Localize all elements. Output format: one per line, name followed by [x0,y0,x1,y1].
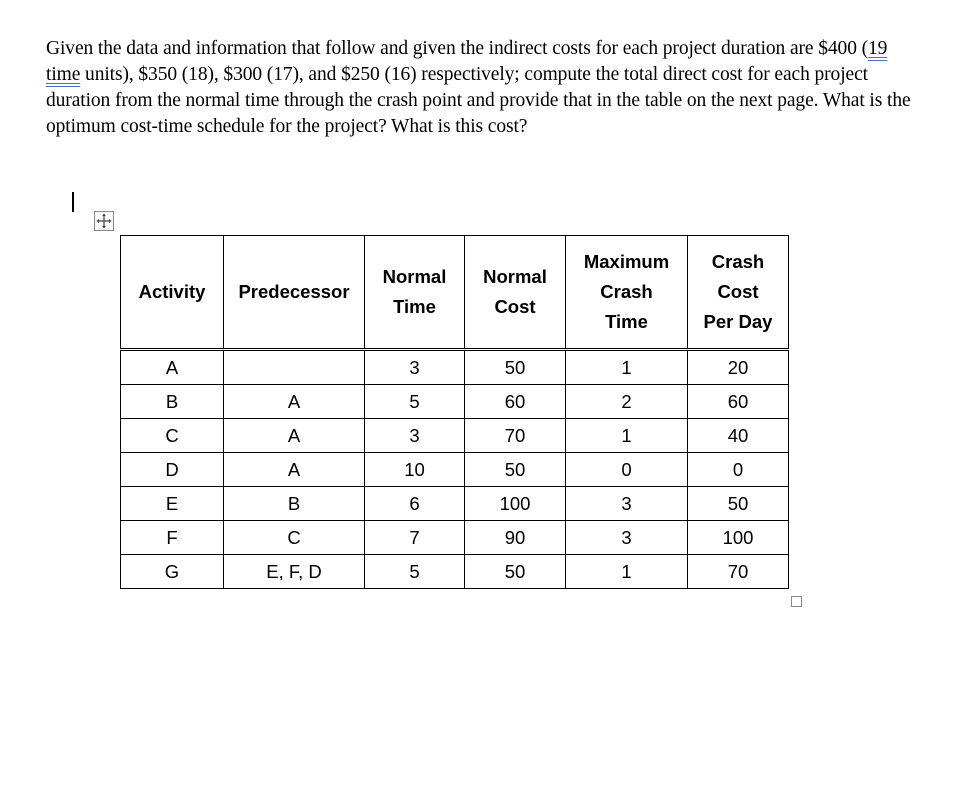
cell-crash-cost: 20 [688,350,789,385]
cell-crash-cost: 70 [688,555,789,589]
cell-normal-cost: 50 [465,453,566,487]
cell-crash-cost: 100 [688,521,789,555]
cell-activity: G [121,555,224,589]
cell-max-crash-time: 1 [566,419,688,453]
cell-normal-cost: 60 [465,385,566,419]
table-row [121,487,789,521]
table-row [121,453,789,487]
cell-normal-time: 7 [365,521,465,555]
table-row [121,555,789,589]
question-text [46,36,916,140]
cell-normal-cost: 50 [465,350,566,385]
cell-normal-cost: 70 [465,419,566,453]
resize-square-icon[interactable] [791,596,802,607]
table-row [121,385,789,419]
cell-predecessor: B [224,487,365,521]
cell-predecessor: A [224,419,365,453]
cell-activity: B [121,385,224,419]
table-header-row [121,236,789,350]
header-normal-time: Normal Time [365,236,465,350]
cell-max-crash-time: 2 [566,385,688,419]
cell-normal-cost: 100 [465,487,566,521]
table-row [121,350,789,385]
grammar-flagged-text: 19 time [46,38,888,85]
cell-predecessor: C [224,521,365,555]
cell-crash-cost: 60 [688,385,789,419]
cell-activity: E [121,487,224,521]
cell-max-crash-time: 1 [566,350,688,385]
text-cursor [72,192,74,212]
cell-activity: A [121,350,224,385]
cell-crash-cost: 40 [688,419,789,453]
cell-crash-cost: 0 [688,453,789,487]
cell-normal-time: 5 [365,385,465,419]
cell-normal-time: 3 [365,419,465,453]
header-max-crash-time: Maximum Crash Time [566,236,688,350]
question-part-1: Given the data and information that follow and given the indirect costs for each project duration are $400 ( [46,38,869,59]
table-row [121,419,789,453]
cell-normal-time: 5 [365,555,465,589]
question-paragraph [46,36,916,140]
header-predecessor: Predecessor [224,236,365,350]
table-row [121,521,789,555]
header-normal-cost: Normal Cost [465,236,566,350]
cell-predecessor [224,350,365,385]
cell-activity: D [121,453,224,487]
cell-max-crash-time: 3 [566,487,688,521]
cell-predecessor: E, F, D [224,555,365,589]
cell-activity: C [121,419,224,453]
cell-normal-time: 3 [365,350,465,385]
cell-normal-cost: 90 [465,521,566,555]
cell-normal-time: 10 [365,453,465,487]
header-activity: Activity [121,236,224,350]
cell-activity: F [121,521,224,555]
cell-max-crash-time: 1 [566,555,688,589]
activity-table [120,235,789,589]
cell-max-crash-time: 3 [566,521,688,555]
cell-predecessor: A [224,385,365,419]
header-crash-cost-per-day: Crash Cost Per Day [688,236,789,350]
question-part-2: units), $350 (18), $300 (17), and $250 (16) respectively; compute the total direct cost for each project duration from the normal time through the crash point and provide that in the table on the next page. What is the optimum cost-time schedule for the project? What is this cost? [46,64,911,137]
cell-predecessor: A [224,453,365,487]
move-cross-icon[interactable] [94,211,114,231]
cell-crash-cost: 50 [688,487,789,521]
cell-max-crash-time: 0 [566,453,688,487]
cell-normal-cost: 50 [465,555,566,589]
cell-normal-time: 6 [365,487,465,521]
